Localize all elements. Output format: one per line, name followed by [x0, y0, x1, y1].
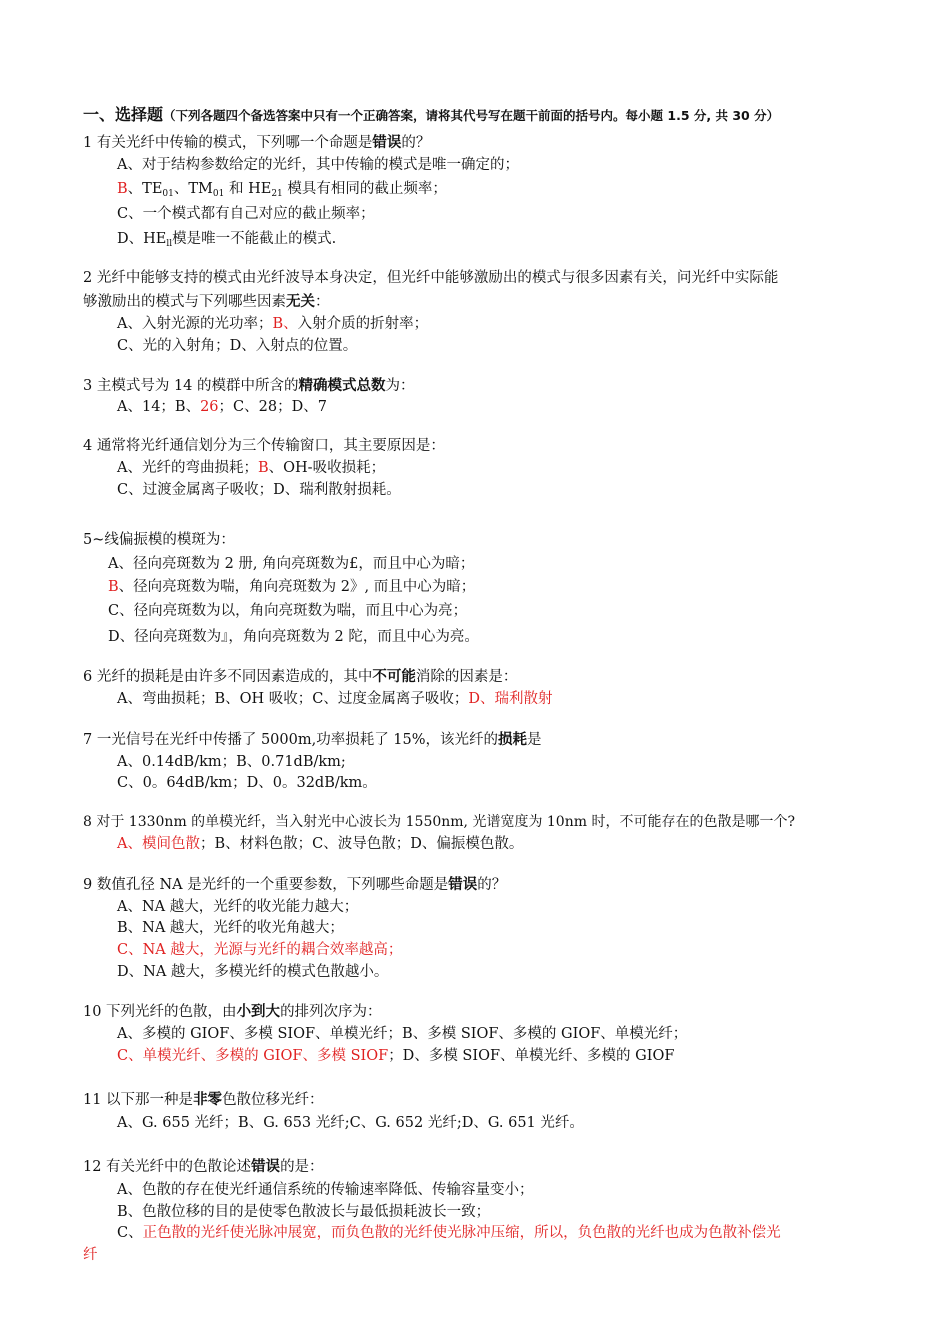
stem-text: 6 光纤的损耗是由许多不同因素造成的，其中 — [83, 669, 373, 685]
option-text: C、 — [117, 1225, 143, 1241]
question-12-option-a: A、色散的存在使光纤通信系统的传输速率降低、传输容量变小； — [117, 1182, 534, 1198]
stem-emphasis: 错误 — [372, 135, 402, 151]
option-text: A、入射光源的光功率； — [117, 316, 273, 332]
question-8-options — [117, 834, 523, 854]
question-8-stem: 8 对于 1330nm 的单模光纤，当入射光中心波长为 1550nm, 光谱宽度为 10nm 时，不可能存在的色散是哪一个? — [83, 814, 795, 830]
stem-text: 的？ — [401, 135, 431, 151]
question-10-options-cd — [117, 1046, 674, 1066]
question-6-stem — [83, 667, 517, 687]
option-text: 、TM — [173, 181, 213, 197]
option-text: ；D、多模 SIOF、单模光纤、多模的 GIOF — [388, 1048, 675, 1064]
question-1-option-b — [117, 179, 447, 204]
question-4-stem: 4 通常将光纤通信划分为三个传输窗口，其主要原因是： — [83, 438, 445, 454]
question-11-stem — [83, 1090, 324, 1110]
stem-text: 够激励出的模式与下列哪些因素 — [83, 294, 286, 310]
option-text: A、弯曲损耗；B、OH 吸收；C、过度金属离子吸收； — [117, 691, 469, 707]
correct-answer: A、模间色散 — [117, 836, 200, 852]
subscript: 01 — [162, 189, 174, 199]
question-9-option-d: D、NA 越大，多模光纤的模式色散越小。 — [117, 964, 389, 980]
question-9-stem — [83, 875, 506, 895]
question-7-options-cd: C、0。64dB/km；D、0。32dB/km。 — [117, 775, 377, 791]
question-1-option-a: A、对于结构参数给定的光纤，其中传输的模式是唯一确定的； — [117, 157, 519, 173]
stem-text: 10 下列光纤的色散，由 — [83, 1004, 237, 1020]
option-text: D、HE — [117, 231, 167, 247]
subscript: ll — [166, 239, 173, 249]
stem-emphasis: 非零 — [193, 1092, 223, 1108]
question-12-option-c — [117, 1223, 781, 1243]
stem-text: 1 有关光纤中传输的模式，下列哪一个命题是 — [83, 135, 373, 151]
stem-emphasis: 不可能 — [372, 669, 416, 685]
correct-answer: 正色散的光纤使光脉冲展宽，而负色散的光纤使光脉冲压缩，所以，负色散的光纤也成为色散补偿光 — [142, 1225, 781, 1241]
stem-text: 的是： — [280, 1159, 324, 1175]
question-9-option-b: B、NA 越大，光纤的收光角越大； — [117, 920, 344, 936]
question-2-options-cd: C、光的入射角；D、入射点的位置。 — [117, 338, 358, 354]
stem-emphasis: 错误 — [251, 1159, 281, 1175]
option-text: 入射介质的折射率； — [297, 316, 429, 332]
stem-emphasis: 错误 — [448, 877, 478, 893]
question-9-option-a: A、NA 越大，光纤的收光能力越大； — [117, 899, 359, 915]
option-text: ；B、材料色散；C、波导色散；D、偏振模色散。 — [199, 836, 524, 852]
question-10-options-ab: A、多模的 GIOF、多模 SIOF、单模光纤；B、多模 SIOF、多模的 GIOF、单模光纤； — [117, 1026, 688, 1042]
stem-text: 是 — [527, 732, 542, 748]
question-1-stem — [83, 133, 430, 153]
stem-text: 11 以下那一种是 — [83, 1092, 194, 1108]
stem-text: 12 有关光纤中的色散论述 — [83, 1159, 252, 1175]
question-12-option-b: B、色散位移的目的是使零色散波长与最低损耗波长一致； — [117, 1204, 491, 1220]
option-text: 模具有相同的截止频率； — [282, 181, 447, 197]
section-title: 一、选择题 — [83, 105, 164, 124]
option-text: 、径向亮斑数为喘，角向亮斑数为 2》, 而且中心为暗； — [118, 579, 476, 595]
stem-text: 消除的因素是： — [415, 669, 518, 685]
correct-answer-letter: B、 — [272, 316, 298, 332]
option-text: ；C、28；D、7 — [218, 399, 327, 415]
subscript: 21 — [271, 189, 283, 199]
stem-emphasis: 精确模式总数 — [298, 378, 386, 394]
option-text: 模是唯一不能截止的模式. — [172, 231, 337, 247]
question-3-stem — [83, 376, 415, 396]
question-5-option-d: D、径向亮斑数为』，角向亮斑数为 2 陀，而且中心为亮。 — [108, 629, 479, 645]
correct-answer: C、单模光纤、多模的 GIOF、多模 SIOF — [117, 1048, 389, 1064]
section-note: （下列各题四个备选答案中只有一个正确答案，请将其代号写在题干前面的括号内。每小题 1.5 分, 共 30 分） — [163, 108, 780, 123]
question-11-options: A、G. 655 光纤；B、G. 653 光纤;C、G. 652 光纤;D、G. 651 光纤。 — [117, 1115, 584, 1131]
question-5-option-c: C、径向亮斑数为以，角向亮斑数为喘，而且中心为亮； — [108, 603, 468, 619]
question-4-options-cd: C、过渡金属离子吸收；D、瑞利散射损耗。 — [117, 482, 401, 498]
question-2-stem-line-1: 2 光纤中能够支持的模式由光纤波导本身决定，但光纤中能够激励出的模式与很多因素有关，问光纤中实际能 — [83, 270, 779, 286]
stem-emphasis: 小到大 — [236, 1004, 281, 1020]
stem-emphasis: 无关 — [286, 294, 315, 310]
option-text: 、OH-吸收损耗； — [268, 460, 386, 476]
question-5-stem: 5~线偏振模的模斑为： — [83, 532, 235, 548]
question-7-options-ab: A、0.14dB/km；B、0.71dB/km; — [117, 754, 346, 770]
question-1-option-c: C、一个模式都有自己对应的截止频率； — [117, 206, 375, 222]
question-3-options — [117, 397, 327, 417]
question-2-options-ab — [117, 314, 428, 334]
question-12-option-c-continued: 纤 — [83, 1247, 98, 1263]
question-10-stem — [83, 1002, 382, 1022]
stem-text: 为： — [385, 378, 415, 394]
stem-text: 7 一光信号在光纤中传播了 5000m,功率损耗了 15%，该光纤的 — [83, 732, 499, 748]
stem-text: ： — [315, 294, 330, 310]
question-9-option-c: C、NA 越大，光源与光纤的耦合效率越高； — [117, 942, 403, 958]
option-text: A、光纤的弯曲损耗； — [117, 460, 258, 476]
correct-answer-letter: B — [108, 579, 119, 595]
stem-text: 的？ — [477, 877, 507, 893]
stem-text: 9 数值孔径 NA 是光纤的一个重要参数，下列哪些命题是 — [83, 877, 449, 893]
question-7-stem — [83, 730, 542, 750]
correct-answer-letter: B — [257, 460, 269, 476]
question-4-options-ab — [117, 458, 385, 478]
correct-answer-letter: B — [117, 181, 128, 197]
question-2-stem-line-2 — [83, 292, 330, 312]
option-text: 和 HE — [224, 181, 272, 197]
correct-answer: D、瑞利散射 — [468, 691, 553, 707]
question-5-option-a: A、径向亮斑数为 2 册, 角向亮斑数为£，而且中心为暗； — [108, 556, 475, 572]
question-12-stem — [83, 1157, 324, 1177]
correct-answer: 26 — [200, 399, 219, 415]
stem-text: 色散位移光纤： — [222, 1092, 324, 1108]
option-text: A、14；B、 — [117, 399, 201, 415]
section-heading — [83, 105, 779, 126]
question-1-option-d — [117, 229, 336, 254]
stem-emphasis: 损耗 — [498, 732, 528, 748]
stem-text: 的排列次序为： — [280, 1004, 382, 1020]
option-text: 、TE — [127, 181, 163, 197]
question-6-options — [117, 689, 553, 709]
question-5-option-b — [108, 577, 475, 597]
stem-text: 3 主模式号为 14 的模群中所含的 — [83, 378, 299, 394]
subscript: 01 — [212, 189, 225, 199]
